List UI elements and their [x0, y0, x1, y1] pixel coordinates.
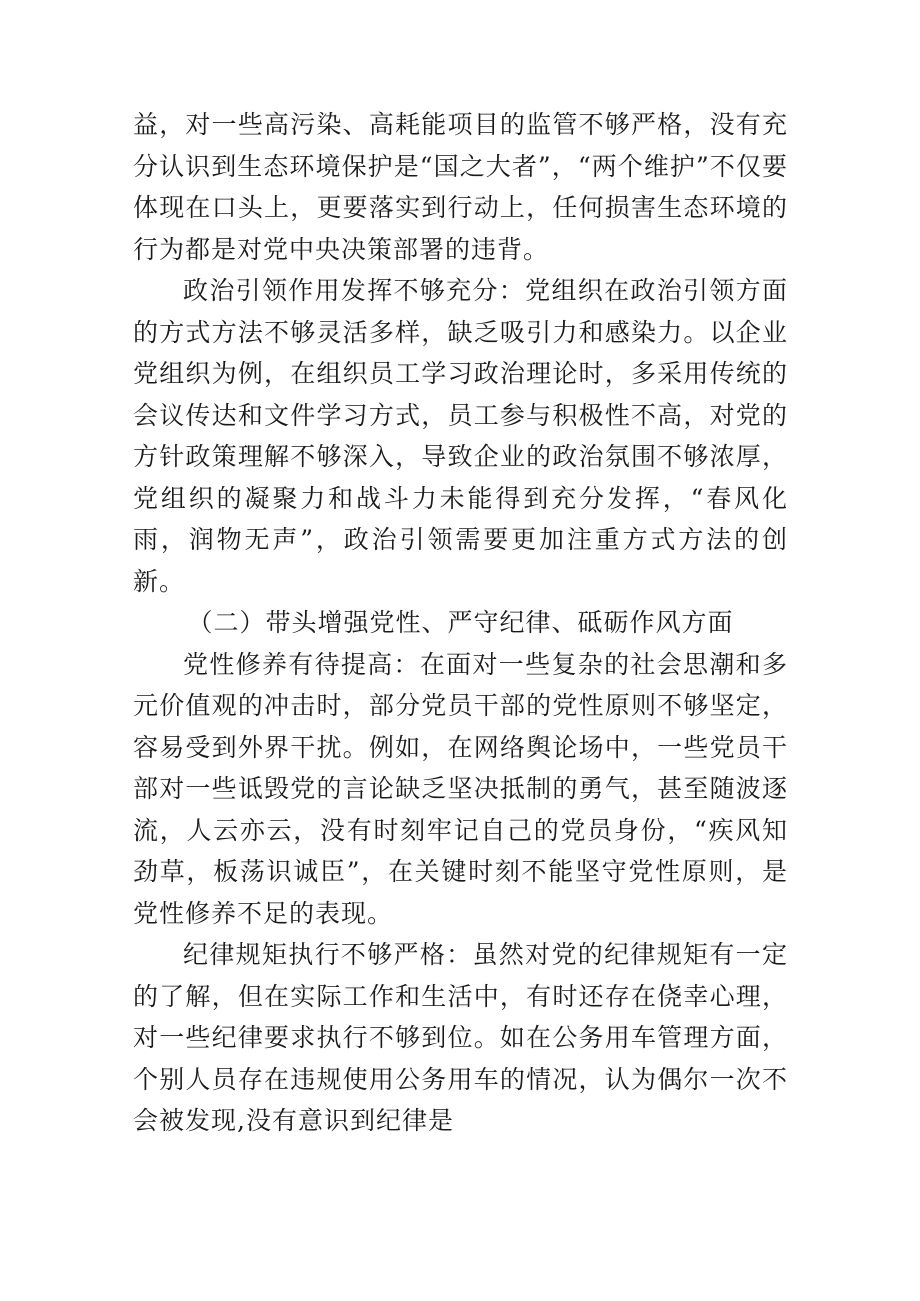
paragraph-discipline: 纪律规矩执行不够严格：虽然对党的纪律规矩有一定的了解，但在实际工作和生活中，有时还存在侥幸心理，对一些纪律要求执行不够到位。如在公务用车管理方面，个别人员存在违规使用公务用车的情况，认为偶尔一次不会被发现,没有意识到纪律是: [133, 940, 788, 1135]
paragraph-party-spirit: 党性修养有待提高：在面对一些复杂的社会思潮和多元价值观的冲击时，部分党员干部的党性原则不够坚定，容易受到外界干扰。例如，在网络舆论场中，一些党员干部对一些诋毁党的言论缺乏坚决抵制的勇气，甚至随波逐流，人云亦云，没有时刻牢记自己的党员身份，“疾风知劲草，板荡识诚臣”，在关键时刻不能坚守党性原则，是党性修养不足的表现。: [133, 649, 788, 928]
document-body: [133, 104, 788, 1142]
section-heading: （二）带头增强党性、严守纪律、砥砺作风方面: [187, 608, 734, 637]
paragraph-political-leadership: 政治引领作用发挥不够充分：党组织在政治引领方面的方式方法不够灵活多样，缺乏吸引力和感染力。以企业党组织为例，在组织员工学习政治理论时，多采用传统的会议传达和文件学习方式，员工参与积极性不高，对党的方针政策理解不够深入，导致企业的政治氛围不够浓厚，党组织的凝聚力和战斗力未能得到充分发挥，“春风化雨，润物无声”，政治引领需要更加注重方式方法的创新。: [133, 276, 788, 596]
paragraph-continuation: 益，对一些高污染、高耗能项目的监管不够严格，没有充分认识到生态环境保护是“国之大者”，“两个维护”不仅要体现在口头上，更要落实到行动上，任何损害生态环境的行为都是对党中央决策部署的违背。: [133, 110, 788, 264]
